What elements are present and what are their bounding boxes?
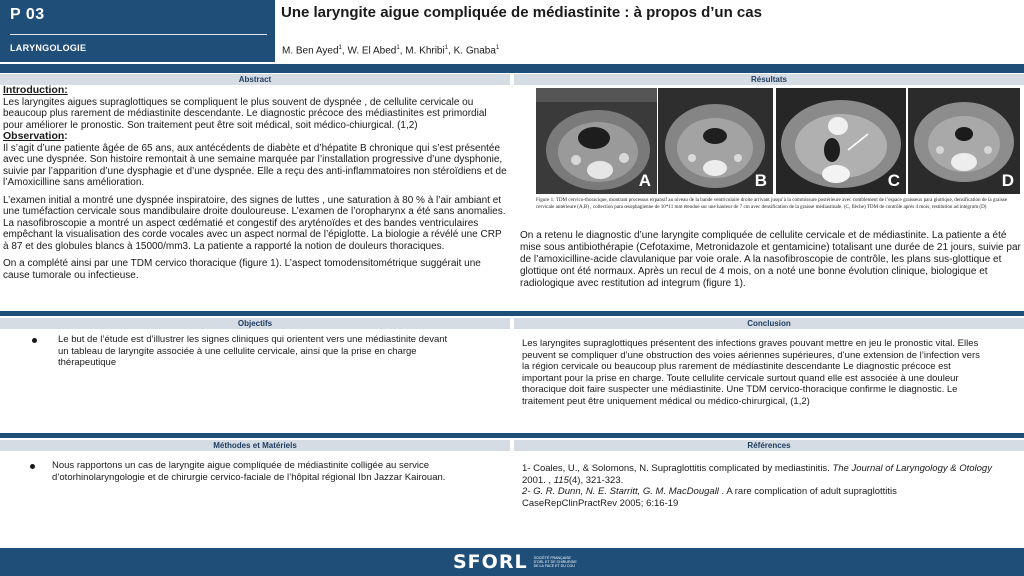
ct-image-a xyxy=(536,88,657,194)
image-letter: B xyxy=(754,171,767,190)
observation-heading: Observation xyxy=(3,130,65,142)
ct-image-b xyxy=(658,88,773,194)
header-separator xyxy=(0,64,1024,73)
objectives-text: Le but de l’étude est d’illustrer les signes cliniques qui orientent vers une médiastinite devant un tableau de laryngite associée à une cellulite cervicale, ainsi que la prise en charge thérapeutique xyxy=(58,334,448,368)
methods-text: Nous rapportons un cas de laryngite aigue compliquée de médiastinite colligée au service d’otorhinolaryngologie et de chirurgie cervico-faciale de l’hôpital régional Ibn Jazzar Kairouan. xyxy=(52,460,446,483)
reference-1-pages: (4), 321-323. xyxy=(568,474,624,486)
author-1: M. Ben Ayed xyxy=(282,45,339,57)
logo-subtext: SOCIÉTÉ FRANÇAISE D'ORL ET DE CHIRURGIE DE LA FACE ET DU COU xyxy=(533,555,577,569)
reference-2 xyxy=(522,486,1002,498)
image-letter: C xyxy=(887,171,900,190)
observation-colon: : xyxy=(64,131,68,142)
intro-heading: Introduction: xyxy=(3,84,68,96)
abstract-body xyxy=(3,85,507,281)
reference-2-title: . A rare complication of adult supraglottitis xyxy=(718,486,897,497)
code-divider xyxy=(10,34,267,35)
affiliation-mark: 1 xyxy=(444,45,449,51)
bullet-icon xyxy=(30,464,35,469)
ct-image-d xyxy=(908,88,1020,194)
observation-paragraph-3: On a complété ainsi par une TDM cervico thoracique (figure 1). L’aspect tomodensitométrique suggérait une cause tumorale ou infectieuse. xyxy=(3,258,481,281)
reference-2-source: CaseRepClinPractRev 2005; 6:16-19 xyxy=(522,497,679,509)
results-header: Résultats xyxy=(514,74,1024,85)
ct-image-c xyxy=(776,88,906,194)
figure-caption: Figure 1: TDM cervico-thoracique, montrant processus expansif au niveau de la bande ventriculaire droite arrivant jusqu’à la commissure postérieure avec comblement de l’espace graisseux para glottique, densification de la graisse cervicale antérieure (A,B) , collection para œsophagienne de 10*11 mm étendue sur une hauteur de 7 cm avec densification de la graisse médiastinale. (C, flèche) TDM de contrôle après 4 mois, restitution ad integrum (D) xyxy=(536,197,1008,210)
author-3: M. Khribi xyxy=(405,45,445,57)
bullet-icon xyxy=(32,338,37,343)
reference-1-journal: The Journal of Laryngology & Otology xyxy=(832,463,992,474)
observation-paragraph-2: L’examen initial a montré une dyspnée inspiratoire, des signes de luttes , une saturation à 80 % à l’air ambiant et une tuméfaction cervicale sous mandibulaire droite douloureuse. L’examen de l’oropharynx a été sans anomalies. La nasofibroscopie a montré un aspect œdématié et congestif des aryténoïdes et des bandes ventriculaires empêchant la visualisation des corde vocales avec un aspect normal de l’épiglotte. La biologie a révélé une CRP à 87 et des globules blancs à 15000/mm3. La patiente a rapporté la notion de douleurs thoraciques. xyxy=(3,194,506,252)
conclusion-text: Les laryngites supraglottiques présentent des infections graves pouvant mettre en jeu le pronostic vital. Elles peuvent se compliquer d’une obstruction des voies aériennes supérieures, d’une extension de l’infection vers la région cervicale ou beaucoup plus rarement de médiastinite descendante Le diagnostic précoce est important pour la prise en charge. Toute cellulite cervicale surtout quand elle est associée à une douleur thoracique doit faire suspecter une médiastinite. Une TDM cervico-thoracique confirme le diagnostic. Le traitement peut être uniquement médical ou médico-chirurgical, (1,2) xyxy=(522,338,980,407)
affiliation-mark: 1 xyxy=(338,45,342,51)
section-separator xyxy=(0,311,1024,316)
reference-1-year: 2001. , xyxy=(522,474,554,486)
reference-1-volume: 115 xyxy=(553,474,569,486)
poster-code-box xyxy=(0,0,275,62)
author-2: W. El Abed xyxy=(347,45,397,57)
intro-text: Les laryngites aigues supraglottiques se compliquent le plus souvent de dyspnée , de cellulite cervicale ou beaucoup plus rarement de médiastinite descendante. Le diagnostic précoce des médiastinites est primordial pour améliorer le pronostic. Son traitement peut être soit médical, soit médico-chiurgical. (1,2) xyxy=(3,96,487,131)
specialty-label: LARYNGOLOGIE xyxy=(10,43,87,53)
sforl-logo xyxy=(453,548,582,576)
reference-list xyxy=(522,463,1002,509)
reference-1-title: 1- Coales, U., & Solomons, N. Supraglottitis complicated by mediastinitis. xyxy=(522,463,833,474)
objectives-header: Objectifs xyxy=(0,318,510,329)
ct-scan-icon xyxy=(776,88,906,194)
reference-1 xyxy=(522,463,1002,486)
author-4: K. Gnaba xyxy=(453,45,496,57)
author-list: M. Ben Ayed$^1$, W. El Abed$^1$, M. Khribi$^1$, K. Gnaba$^1$ xyxy=(282,45,500,57)
image-letter: D xyxy=(1001,171,1014,190)
methods-header: Méthodes et Matériels xyxy=(0,440,510,451)
section-separator xyxy=(0,433,1024,438)
conclusion-header: Conclusion xyxy=(514,318,1024,329)
results-text: On a retenu le diagnostic d’une laryngite compliquée de cellulite cervicale et de médiastinite. La patiente a été mise sous antibiothérapie (Cefotaxime, Metronidazole et gentamicine) totalisant une durée de 21 jours, suivie par de l’amoxicilline-acide clavulanique par voie orale. A la nasofibroscopie de contrôle, les plans sus-glottique et glottique ont été normaux. Après un recul de 4 mois, on a noté une bonne évolution clinique, biologique et radiologique avec restitution ad integrum (figure 1). xyxy=(520,230,1021,289)
reference-2-authors: 2- G. R. Dunn, N. E. Starritt, G. M. MacDougall xyxy=(522,486,719,497)
affiliation-mark: 1 xyxy=(396,45,400,51)
affiliation-mark: 1 xyxy=(495,45,500,51)
references-header: Références xyxy=(514,440,1024,451)
abstract-header: Abstract xyxy=(0,74,510,85)
poster-title: Une laryngite aigue compliquée de médiastinite : à propos d’un cas xyxy=(281,4,762,21)
observation-paragraph-1: Il s’agit d’une patiente âgée de 65 ans, aux antécédents de diabète et d’hépatite B chronique qui s’est présentée avec une dyspnée. Son histoire remontait à une semaine marquée par l’installation progressive d’une dysphonie, suivie par l’apparition d’une dysphagie et d’une dyspnée. Elle a reçu des anti-inflammatoires non stéroïdiens et de l’Amoxicilline sans amélioration. xyxy=(3,142,507,188)
poster-code: P 03 xyxy=(10,6,45,23)
image-letter: A xyxy=(638,171,651,190)
logo-text: SFORL xyxy=(453,551,528,573)
